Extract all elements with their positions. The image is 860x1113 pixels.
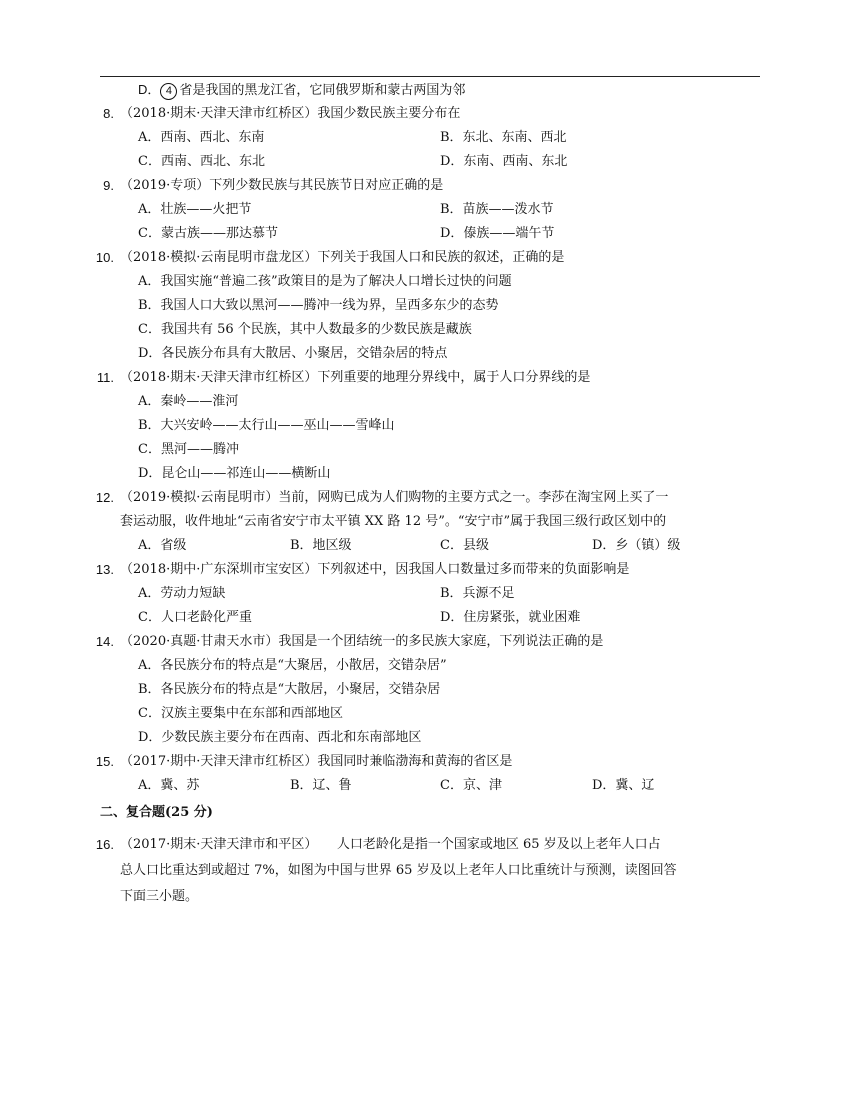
question-number: 8.: [103, 106, 114, 121]
question-12: [95, 486, 760, 558]
option-b[interactable]: B．兵源不足: [440, 586, 515, 601]
question-number: 15.: [95, 754, 114, 769]
circled-number-4: 4: [160, 83, 177, 100]
question-stem: （2020·真题·甘肃天水市）我国是一个团结统一的多民族大家庭，下列说法正确的是: [120, 634, 604, 649]
option-c[interactable]: C．西南、西北、东北: [138, 154, 265, 169]
option-c[interactable]: C．人口老龄化严重: [138, 610, 252, 625]
question-number: 11.: [96, 370, 114, 385]
question-stem-line-1: （2017·期末·天津天津市和平区） 人口老龄化是指一个国家或地区 65 岁及以上老年人口占: [120, 837, 661, 852]
option-a[interactable]: A．西南、西北、东南: [138, 130, 265, 145]
option-a[interactable]: A．劳动力短缺: [138, 586, 226, 601]
section-title: 二、复合题(25 分): [100, 805, 213, 820]
option-b[interactable]: B．东北、东南、西北: [440, 130, 567, 145]
option-a[interactable]: A．省级: [138, 538, 187, 553]
option-a[interactable]: A．壮族——火把节: [138, 202, 252, 217]
option-b[interactable]: B．我国人口大致以黑河——腾冲一线为界，呈西多东少的态势: [138, 298, 499, 313]
option-c[interactable]: C．京、津: [440, 778, 502, 793]
option-a[interactable]: A．我国实施“普遍二孩”政策目的是为了解决人口增长过快的问题: [138, 274, 512, 289]
question-stem-line-2: 总人口比重达到或超过 7%，如图为中国与世界 65 岁及以上老年人口比重统计与预测，读图回答: [120, 863, 677, 878]
option-d[interactable]: D．乡（镇）级: [592, 538, 681, 553]
option-d[interactable]: D．少数民族主要分布在西南、西北和东南部地区: [138, 730, 422, 745]
option-b[interactable]: B．地区级: [290, 538, 352, 553]
question-stem-line-3: 下面三小题。: [120, 889, 199, 904]
question-number: 14.: [95, 634, 114, 649]
option-d[interactable]: D．冀、辽: [592, 778, 655, 793]
question-list: [95, 78, 760, 910]
question-stem: （2018·期中·广东深圳市宝安区）下列叙述中，因我国人口数量过多而带来的负面影响是: [120, 562, 630, 577]
question-stem: （2019·模拟·云南昆明市）当前，网购已成为人们购物的主要方式之一。李莎在淘宝网上买了一: [120, 490, 669, 505]
header-rule: [100, 76, 760, 77]
question-16: [95, 832, 760, 910]
question-9: [100, 174, 760, 246]
question-13: [95, 558, 760, 630]
question-number: 12.: [95, 490, 114, 505]
option-c[interactable]: C．县级: [440, 538, 489, 553]
option-a[interactable]: A．各民族分布的特点是“大聚居，小散居，交错杂居”: [138, 658, 447, 673]
question-15: [95, 750, 760, 798]
question-14: [95, 630, 760, 750]
question-number: 10.: [95, 250, 114, 265]
option-b[interactable]: B．大兴安岭——太行山——巫山——雪峰山: [138, 418, 395, 433]
option-d[interactable]: D．昆仑山——祁连山——横断山: [138, 466, 331, 481]
section-2-heading-row: [100, 798, 760, 828]
option-c[interactable]: C．蒙古族——那达慕节: [138, 226, 278, 241]
question-stem: （2017·期中·天津天津市红桥区）我国同时兼临渤海和黄海的省区是: [120, 754, 513, 769]
question-stem-continued: 套运动服，收件地址“云南省安宁市太平镇 XX 路 12 号”。“安宁市”属于我国三级行政区划中的: [120, 514, 667, 529]
option-b[interactable]: B．各民族分布的特点是“大散居，小聚居，交错杂居: [138, 682, 441, 697]
question-10: [95, 246, 760, 366]
option-b[interactable]: B．苗族——泼水节: [440, 202, 554, 217]
question-8: [100, 102, 760, 174]
question-stem: （2018·模拟·云南昆明市盘龙区）下列关于我国人口和民族的叙述，正确的是: [120, 250, 565, 265]
question-number: 13.: [95, 562, 114, 577]
q7-option-d-text: 省是我国的黑龙江省，它同俄罗斯和蒙古两国为邻: [179, 83, 466, 98]
q7-option-d: D． 4 省是我国的黑龙江省，它同俄罗斯和蒙古两国为邻: [138, 82, 466, 98]
question-stem: （2018·期末·天津天津市红桥区）我国少数民族主要分布在: [120, 106, 461, 121]
option-d[interactable]: D．住房紧张，就业困难: [440, 610, 581, 625]
option-c[interactable]: C．汉族主要集中在东部和西部地区: [138, 706, 343, 721]
question-stem: （2019·专项）下列少数民族与其民族节日对应正确的是: [120, 178, 444, 193]
option-d[interactable]: D．傣族——端午节: [440, 226, 555, 241]
question-number: 9.: [103, 178, 114, 193]
option-c[interactable]: C．我国共有 56 个民族，其中人数最多的少数民族是藏族: [138, 322, 472, 337]
question-11: [96, 366, 760, 486]
option-c[interactable]: C．黑河——腾冲: [138, 442, 239, 457]
option-d[interactable]: D．东南、西南、东北: [440, 154, 568, 169]
option-d[interactable]: D．各民族分布具有大散居、小聚居，交错杂居的特点: [138, 346, 448, 361]
question-number: 16.: [95, 837, 114, 852]
question-stem: （2018·期末·天津天津市红桥区）下列重要的地理分界线中，属于人口分界线的是: [120, 370, 591, 385]
option-b[interactable]: B．辽、鲁: [290, 778, 352, 793]
option-a[interactable]: A．秦岭——淮河: [138, 394, 239, 409]
option-a[interactable]: A．冀、苏: [138, 778, 200, 793]
